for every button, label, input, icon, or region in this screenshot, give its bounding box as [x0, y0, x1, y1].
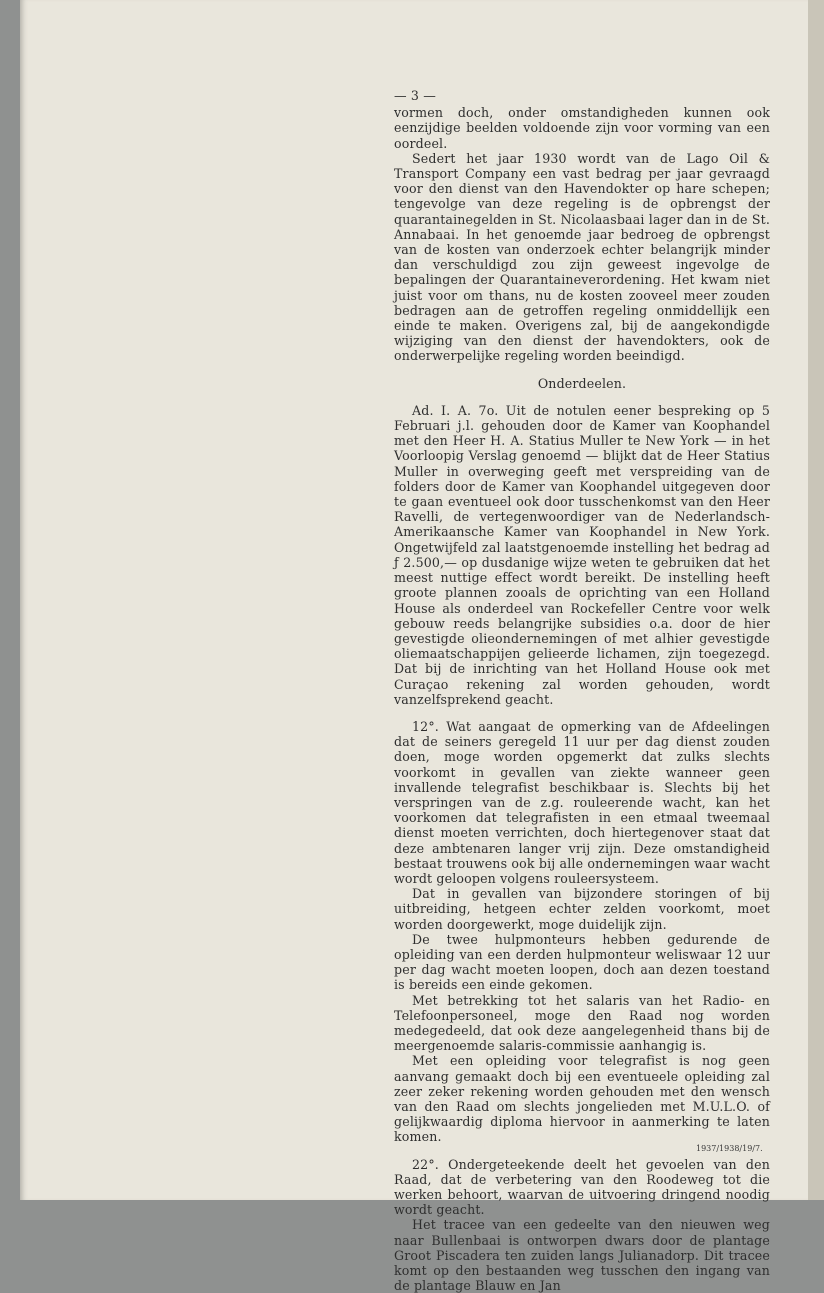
- paragraph: De twee hulpmonteurs hebben gedurende de opleiding van een derden hulpmonteur weliswaar 12 uur per dag wacht moeten loopen, doch aan dezen toestand is bereids een einde gekomen.: [394, 931, 770, 993]
- paragraph: Met een opleiding voor telegrafist is nog geen aanvang gemaakt doch bij een eventueele opleiding zal zeer zeker rekening worden gehouden met den wensch van den Raad om slechts jongelieden met M.U.L.O. of gelijkwaardig diploma hiervoor in aanmerking te laten komen.: [394, 1053, 770, 1145]
- document-page: [20, 0, 808, 1293]
- section-heading: Onderdeelen.: [537, 375, 627, 391]
- paragraph: Sedert het jaar 1930 wordt van de Lago Oil & Transport Company een vast bedrag per jaar gevraagd voor den dienst van den Havendokter op hare schepen; tengevolge van deze regeling is de opbrengst der quarantainegelden in St. Nicolaasbaai lager dan in de St. Annabaai. In het genoemde jaar bedroeg de opbrengst van de kosten van onderzoek echter belangrijk minder dan verschuldigd zou zijn geweest ingevolge de bepalingen der Quarantaineverordening. Het kwam niet juist voor om thans, nu de kosten zooveel meer zouden bedragen aan de getroffen regeling onmiddellijk een einde te maken. Overigens zal, bij de aangekondigde wijziging van den dienst der havendokters, ook de onderwerpelijke regeling worden beeindigd.: [394, 150, 770, 364]
- document-body: [394, 88, 770, 1293]
- footer-code: 1937/1938/19/7.: [696, 1144, 763, 1153]
- paragraph: Ad. I. A. 7o. Uit de notulen eener bespreking op 5 Februari j.l. gehouden door de Kamer van Koophandel met den Heer H. A. Statius Muller te New York — in het Voorloopig Verslag genoemd — blijkt dat de Heer Statius Muller in overweging geeft met verspreiding van de folders door de Kamer van Koophandel uitgegeven door te gaan eventueel ook door tusschenkomst van den Heer Ravelli, de vertegenwoordiger van de Nederlandsch-Amerikaansche Kamer van Koophandel in New York. Ongetwijfeld zal laatstgenoemde instelling het bedrag ad ƒ 2.500,— op dusdanige wijze weten te gebruiken dat het meest nuttige effect wordt bereikt. De instelling heeft groote plannen zooals de oprichting van een Holland House als onderdeel van Rockefeller Centre voor welk gebouw reeds belangrijke subsidies o.a. door de hier gevestigde olieondernemingen of met alhier gevestigde oliemaatschappijen gelieerde lichamen, zijn toegezegd. Dat bij de inrichting van het Holland House ook met Curaçao rekening zal worden gehouden, wordt vanzelfsprekend geacht.: [394, 402, 770, 707]
- page-edge: [808, 0, 824, 1200]
- paragraph: Het tracee van een gedeelte van den nieuwen weg naar Bullenbaai is ontworpen dwars door de plantage Groot Piscadera ten zuiden langs Julianadorp. Dit tracee komt op den bestaanden weg tusschen den ingang van de plantage Blauw en Jan: [394, 1217, 770, 1293]
- paragraph: Dat in gevallen van bijzondere storingen of bij uitbreiding, hetgeen echter zelden voorkomt, moet worden doorgewerkt, moge duidelijk zijn.: [394, 886, 770, 932]
- paragraph: 12°. Wat aangaat de opmerking van de Afdeelingen dat de seiners geregeld 11 uur per dag dienst zouden doen, moge worden opgemerkt dat zulks slechts voorkomt in gevallen van ziekte wanneer geen invallende telegrafist beschikbaar is. Slechts bij het verspringen van de z.g. rouleerende wacht, kan het voorkomen dat telegrafisten in een etmaal tweemaal dienst moeten verrichten, doch hiertegenover staat dat deze ambtenaren langer vrij zijn. Deze omstandigheid bestaat trouwens ook bij alle ondernemingen waar wacht wordt geloopen volgens rouleersysteem.: [394, 718, 770, 886]
- paragraph: vormen doch, onder omstandigheden kunnen ook eenzijdige beelden voldoende zijn voor vorming van een oordeel.: [394, 105, 770, 151]
- paragraph: Met betrekking tot het salaris van het Radio- en Telefoonpersoneel, moge den Raad nog worden medegedeeld, dat ook deze aangelegenheid thans bij de meergenoemde salaris-commissie aanhangig is.: [394, 992, 770, 1054]
- page-number: — 3 —: [394, 88, 436, 103]
- paragraph: 22°. Ondergeteekende deelt het gevoelen van den Raad, dat de verbetering van den Roodeweg tot die werken behoort, waarvan de uitvoering dringend noodig wordt geacht.: [394, 1156, 770, 1218]
